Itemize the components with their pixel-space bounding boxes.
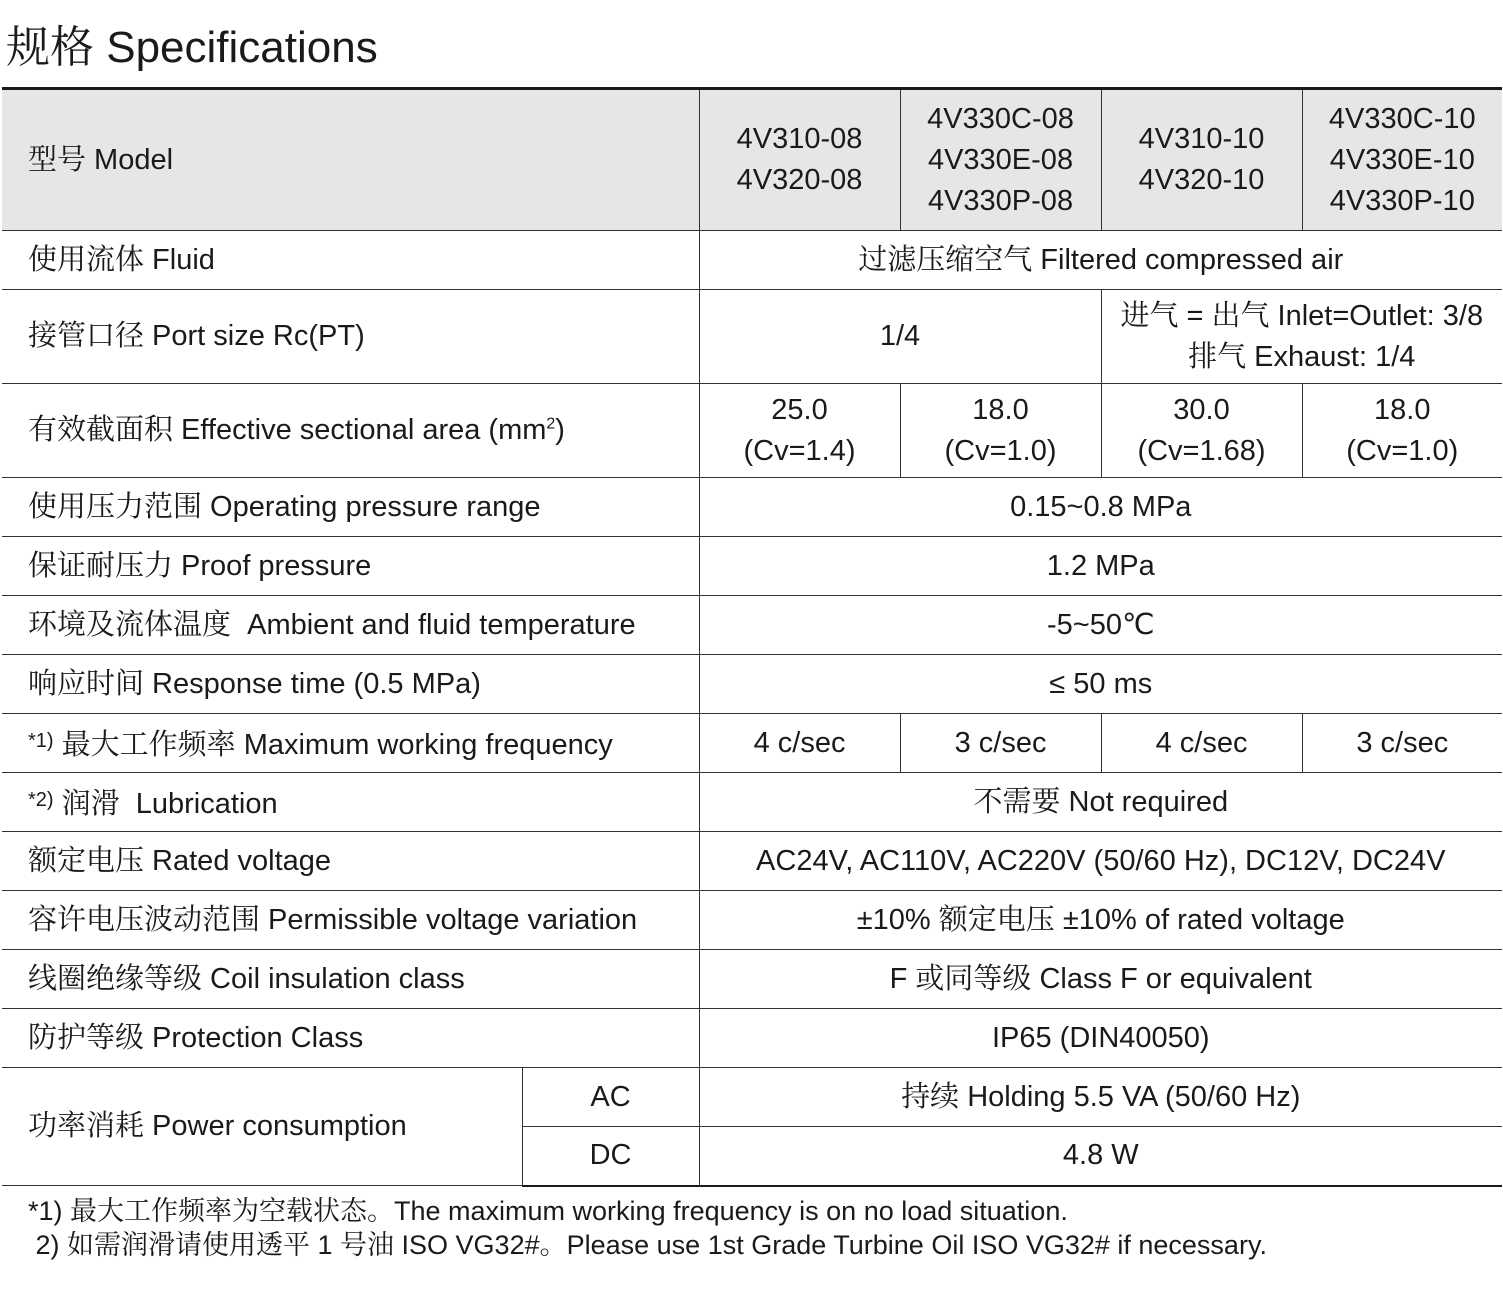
model-name: 4V320-08 xyxy=(736,164,863,196)
fluid-value: 过滤压缩空气 Filtered compressed air xyxy=(699,231,1502,290)
port-inlet-outlet: 进气 = 出气 Inlet=Outlet: 3/8 xyxy=(1120,299,1484,332)
footnotes xyxy=(28,1194,1267,1262)
voltage-variation-label: 容许电压波动范围 Permissible voltage variation xyxy=(2,891,699,950)
model-cell xyxy=(699,89,900,231)
pressure-range-label: 使用压力范围 Operating pressure range xyxy=(2,478,699,537)
pressure-range-value: 0.15~0.8 MPa xyxy=(699,478,1502,537)
cv-value: (Cv=1.68) xyxy=(1137,434,1266,467)
proof-pressure-label: 保证耐压力 Proof pressure xyxy=(2,537,699,596)
model-label: 型号 Model xyxy=(2,89,699,231)
fluid-label: 使用流体 Fluid xyxy=(2,231,699,290)
frequency-value: 3 c/sec xyxy=(900,714,1101,773)
model-name: 4V330C-08 xyxy=(927,102,1074,135)
frequency-label xyxy=(2,714,699,773)
area-cell xyxy=(1302,384,1502,478)
insulation-value: F 或同等级 Class F or equivalent xyxy=(699,950,1502,1009)
fluid-row xyxy=(2,231,1502,290)
model-name: 4V310-10 xyxy=(1138,123,1265,155)
response-time-label: 响应时间 Response time (0.5 MPa) xyxy=(2,655,699,714)
rated-voltage-label: 额定电压 Rated voltage xyxy=(2,832,699,891)
port-size-value-10 xyxy=(1101,290,1502,384)
frequency-label-text: 最大工作频率 Maximum working frequency xyxy=(61,728,613,761)
specifications-table xyxy=(2,87,1502,1187)
effective-area-row xyxy=(2,384,1502,478)
frequency-value: 4 c/sec xyxy=(699,714,900,773)
model-name: 4V310-08 xyxy=(736,123,863,155)
area-label-close: ) xyxy=(555,414,565,446)
area-label-superscript: 2 xyxy=(546,415,556,433)
frequency-value: 4 c/sec xyxy=(1101,714,1302,773)
protection-row xyxy=(2,1009,1502,1068)
lubrication-value: 不需要 Not required xyxy=(699,773,1502,832)
response-time-value: ≤ 50 ms xyxy=(699,655,1502,714)
lubrication-row xyxy=(2,773,1502,832)
area-value: 25.0 xyxy=(771,393,828,426)
model-name: 4V330E-08 xyxy=(927,143,1074,176)
lubrication-label xyxy=(2,773,699,832)
area-value: 18.0 xyxy=(972,393,1029,426)
frequency-value: 3 c/sec xyxy=(1302,714,1502,773)
protection-label: 防护等级 Protection Class xyxy=(2,1009,699,1068)
area-cell xyxy=(699,384,900,478)
temperature-row xyxy=(2,596,1502,655)
cv-value: (Cv=1.4) xyxy=(743,434,856,467)
area-cell xyxy=(1101,384,1302,478)
footnote: 2) 如需润滑请使用透平 1 号油 ISO VG32#。Please use 1st Grade Turbine Oil ISO VG32# if necessary. xyxy=(28,1230,1267,1260)
area-value: 18.0 xyxy=(1374,393,1431,426)
frequency-row xyxy=(2,714,1502,773)
area-value: 30.0 xyxy=(1173,393,1230,426)
model-name: 4V330E-10 xyxy=(1329,143,1475,176)
insulation-row xyxy=(2,950,1502,1009)
effective-area-label xyxy=(2,384,699,478)
model-name: 4V330P-08 xyxy=(927,184,1074,217)
model-row xyxy=(2,89,1502,231)
protection-value: IP65 (DIN40050) xyxy=(699,1009,1502,1068)
temperature-value: -5~50℃ xyxy=(699,596,1502,655)
page-title: 规格 Specifications xyxy=(6,23,378,72)
area-label-text: 有效截面积 Effective sectional area (mm xyxy=(28,414,547,446)
power-ac-row xyxy=(2,1068,1502,1127)
port-exhaust: 排气 Exhaust: 1/4 xyxy=(1188,340,1416,373)
voltage-variation-row xyxy=(2,891,1502,950)
insulation-label: 线圈绝缘等级 Coil insulation class xyxy=(2,950,699,1009)
footnote-mark: *2) xyxy=(28,788,54,811)
pressure-range-row xyxy=(2,478,1502,537)
power-ac-value: 持续 Holding 5.5 VA (50/60 Hz) xyxy=(699,1068,1502,1127)
footnote-mark: *1) xyxy=(28,729,54,752)
model-cell xyxy=(1302,89,1502,231)
model-name: 4V330C-10 xyxy=(1328,102,1476,135)
port-size-label: 接管口径 Port size Rc(PT) xyxy=(2,290,699,384)
lubrication-label-text: 润滑 Lubrication xyxy=(61,787,278,820)
port-size-row xyxy=(2,290,1502,384)
response-time-row xyxy=(2,655,1502,714)
model-name: 4V320-10 xyxy=(1138,164,1265,196)
power-consumption-label: 功率消耗 Power consumption xyxy=(2,1068,522,1186)
model-cell xyxy=(900,89,1101,231)
voltage-variation-value: ±10% 额定电压 ±10% of rated voltage xyxy=(699,891,1502,950)
port-size-value-08: 1/4 xyxy=(699,290,1101,384)
power-dc-label: DC xyxy=(522,1127,699,1186)
footnote: *1) 最大工作频率为空载状态。The maximum working frequency is on no load situation. xyxy=(28,1196,1068,1226)
proof-pressure-row xyxy=(2,537,1502,596)
proof-pressure-value: 1.2 MPa xyxy=(699,537,1502,596)
model-cell xyxy=(1101,89,1302,231)
rated-voltage-row xyxy=(2,832,1502,891)
cv-value: (Cv=1.0) xyxy=(944,434,1057,467)
power-dc-value: 4.8 W xyxy=(699,1127,1502,1186)
temperature-label: 环境及流体温度 Ambient and fluid temperature xyxy=(2,596,699,655)
model-name: 4V330P-10 xyxy=(1329,184,1475,217)
area-cell xyxy=(900,384,1101,478)
rated-voltage-value: AC24V, AC110V, AC220V (50/60 Hz), DC12V, DC24V xyxy=(699,832,1502,891)
cv-value: (Cv=1.0) xyxy=(1346,434,1459,467)
power-ac-label: AC xyxy=(522,1068,699,1127)
